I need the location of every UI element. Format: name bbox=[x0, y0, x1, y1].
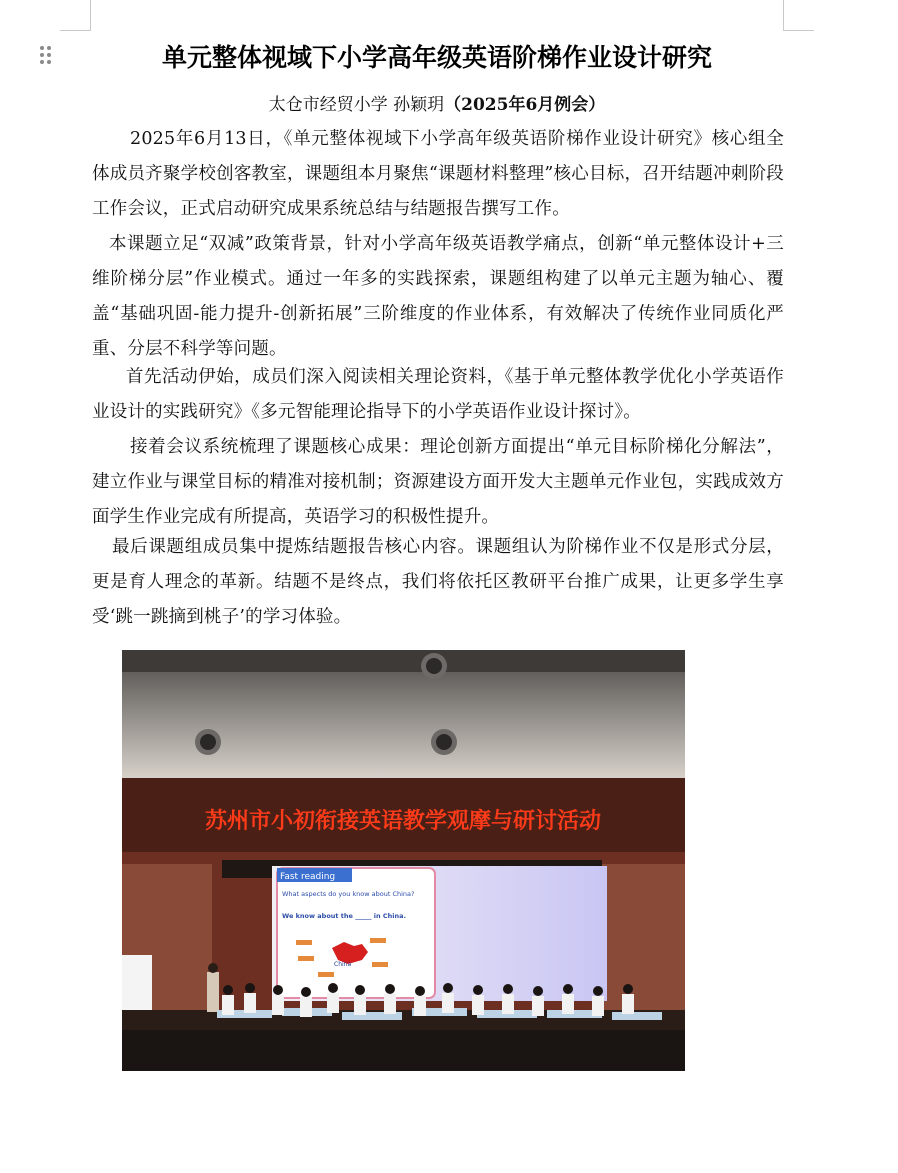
slide-map-label: China bbox=[334, 961, 352, 968]
event-photo[interactable] bbox=[122, 650, 685, 1071]
paragraph-1[interactable]: 2025年6月13日，《单元整体视域下小学高年级英语阶梯作业设计研究》核心组全体成员齐聚学校创客教室，课题组本月聚焦“课题材料整理”核心目标，召开结题冲刺阶段工作会议，正式启动研究成果系统总结与结题报告撰写工作。 bbox=[92, 129, 784, 219]
paragraph-5[interactable]: 最后课题组成员集中提炼结题报告核心内容。课题组认为阶梯作业不仅是形式分层，更是育人理念的革新。结题不是终点，我们将依托区教研平台推广成果，让更多学生享受‘跳一跳摘到桃子’的学习体验。 bbox=[92, 537, 784, 627]
crop-mark-top-left bbox=[60, 0, 91, 31]
byline-meeting: （2025年6月例会） bbox=[444, 95, 606, 115]
banner-text: 苏州市小初衔接英语教学观摩与研讨活动 bbox=[204, 809, 602, 834]
crop-mark-top-right bbox=[783, 0, 814, 31]
paragraph-3[interactable]: 首先活动伊始，成员们深入阅读相关理论资料，《基于单元整体教学优化小学英语作业设计的实践研究》《多元智能理论指导下的小学英语作业设计探讨》。 bbox=[92, 367, 784, 422]
byline-author: 太仓市经贸小学 孙颖玥 bbox=[268, 95, 445, 115]
document-title[interactable]: 单元整体视域下小学高年级英语阶梯作业设计研究 bbox=[161, 43, 712, 72]
paragraph-2[interactable]: 本课题立足“双减”政策背景，针对小学高年级英语教学痛点，创新“单元整体设计+三维阶梯分层”作业模式。通过一年多的实践探索，课题组构建了以单元主题为轴心、覆盖“基础巩固-能力提升-创新拓展”三阶维度的作业体系，有效解决了传统作业同质化严重、分层不科学等问题。 bbox=[92, 234, 784, 359]
paragraph-4[interactable]: 接着会议系统梳理了课题核心成果：理论创新方面提出“单元目标阶梯化分解法”，建立作业与课堂目标的精准对接机制；资源建设方面开发大主题单元作业包，实践成效方面学生作业完成有所提高，英语学习的积极性提升。 bbox=[92, 437, 784, 527]
slide-sentence: We know about the _____ in China. bbox=[282, 912, 406, 920]
drag-handle-icon[interactable] bbox=[39, 46, 53, 66]
slide-heading: Fast reading bbox=[280, 872, 336, 882]
slide-question: What aspects do you know about China? bbox=[282, 890, 415, 898]
document-byline[interactable] bbox=[92, 90, 782, 115]
